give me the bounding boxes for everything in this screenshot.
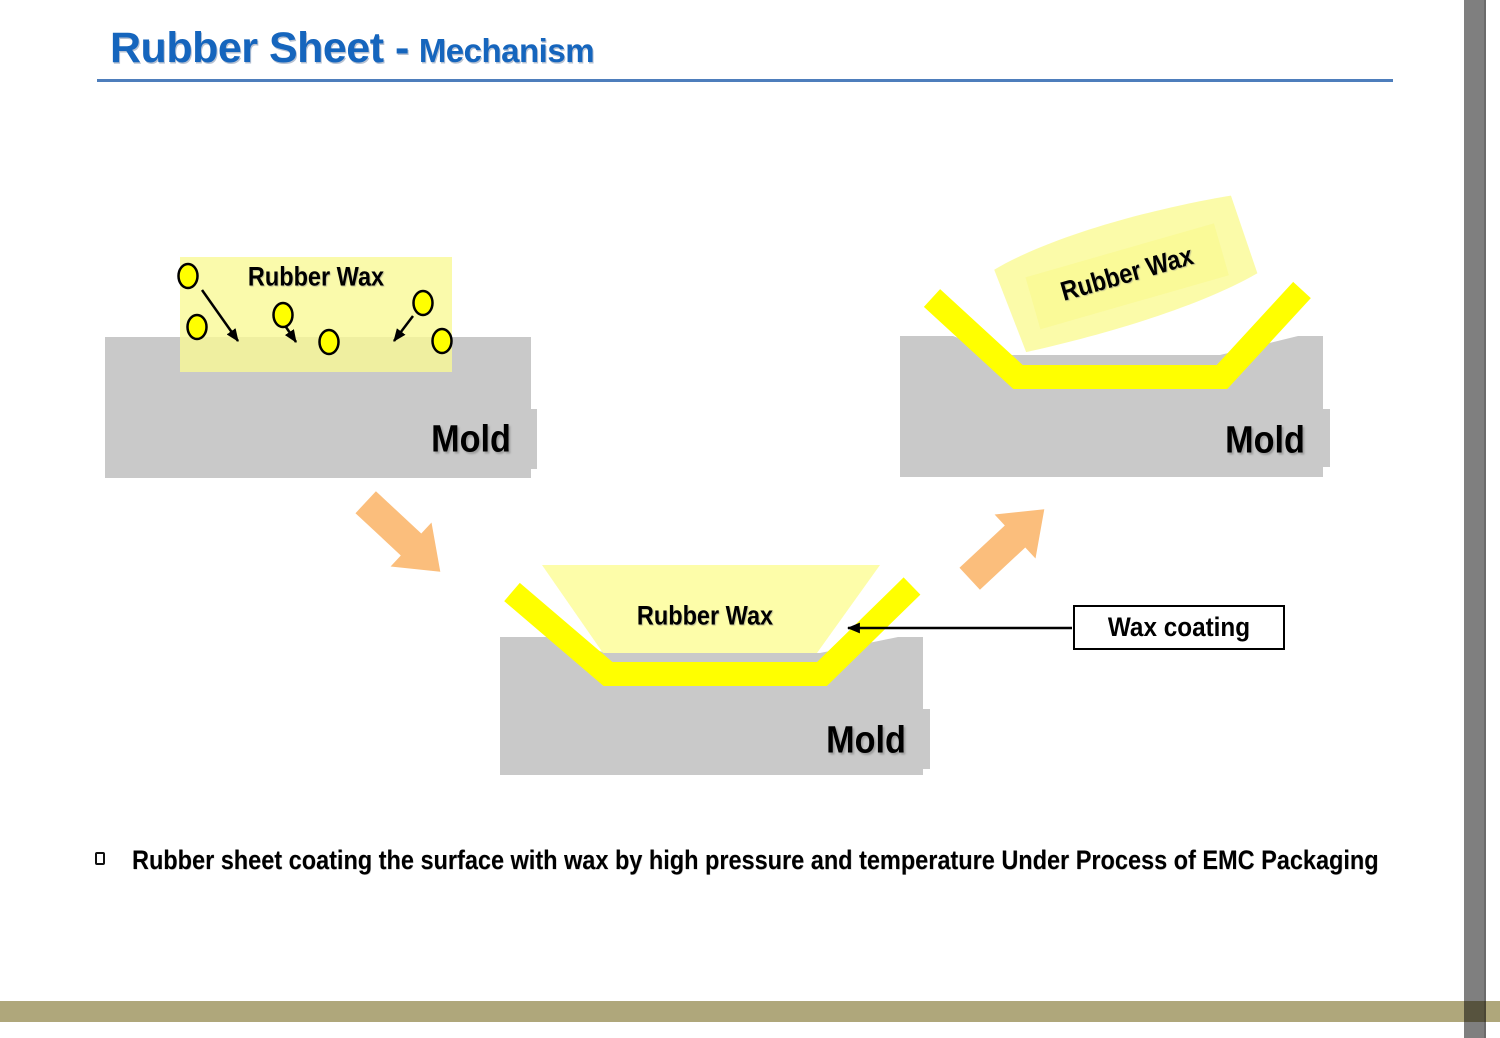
- bullet-marker-icon: [95, 852, 105, 865]
- title-sub: Mechanism: [418, 32, 595, 69]
- footer-accent-bar: [0, 1001, 1500, 1022]
- title-main: Rubber Sheet -: [110, 24, 409, 72]
- stage-spray-mold-label: Mold: [431, 418, 511, 461]
- flow-arrow-down-right-icon: [345, 480, 461, 593]
- stage-spray-wax-label: Rubber Wax: [247, 261, 385, 292]
- stage-release-wax-label: Rubber Wax: [1057, 240, 1197, 307]
- wax-coating-callout-label: Wax coating: [1107, 612, 1251, 642]
- wax-droplet-icon: [414, 291, 433, 315]
- flow-arrow-up-right-icon: [949, 487, 1065, 600]
- stage-pressed-wax-label: Rubber Wax: [636, 600, 774, 631]
- bullet-text: Rubber sheet coating the surface with wax by high pressure and temperature Under Process of EMC Packaging: [132, 845, 1379, 875]
- mold-shadow-step: [531, 409, 537, 469]
- mold-shadow-step: [1323, 409, 1330, 467]
- wax-droplet-icon: [433, 329, 452, 353]
- wax-droplet-icon: [274, 303, 293, 327]
- wax-coating-callout: [1073, 605, 1285, 650]
- wax-droplet-icon: [188, 315, 207, 339]
- right-accent-bar: [1464, 0, 1486, 1038]
- wax-droplet-icon: [320, 330, 339, 354]
- stage-release-mold-label: Mold: [1225, 419, 1305, 462]
- stage-pressed-mold-label: Mold: [826, 719, 906, 762]
- wax-droplet-icon: [179, 264, 198, 288]
- mold-shadow-step: [923, 709, 930, 769]
